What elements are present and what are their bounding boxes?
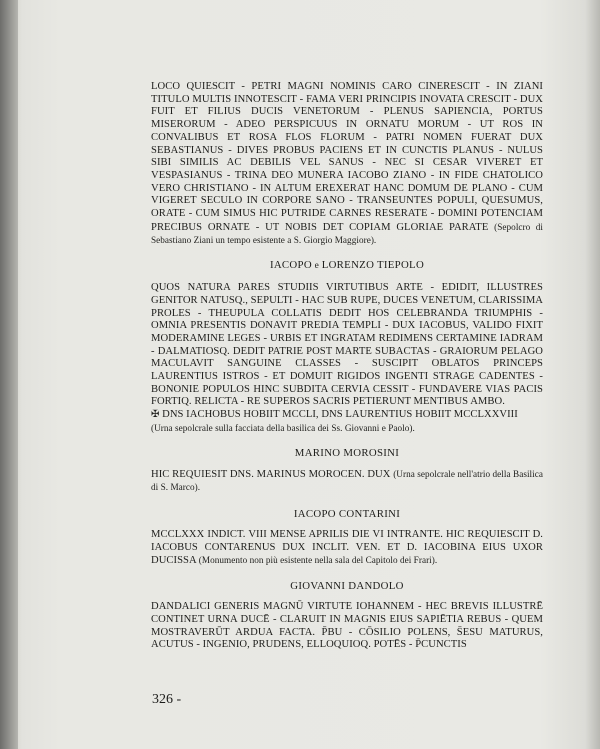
section-heading-dandolo: GIOVANNI DANDOLO: [290, 580, 404, 593]
book-gutter: [0, 0, 18, 749]
epitaph-note: (Urna sepolcrale nell'atrio della Basilica di S. Marco).: [151, 468, 544, 493]
epitaph-ziani: [151, 81, 543, 248]
epitaph-morosini: [151, 468, 543, 495]
cross-icon: ✠: [151, 409, 160, 421]
epitaph-note: (Sepolcro di Sebastiano Ziani un tempo esistente a S. Giorgio Maggiore).: [151, 221, 543, 246]
page-number: 326 -: [152, 692, 182, 707]
section-heading-morosini: MARINO MOROSINI: [294, 446, 400, 459]
epitaph-text: HIC REQUIESIT DNS. MARINUS MOROCEN. DUX: [151, 468, 391, 480]
epitaph-note: (Monumento non più esistente nella sala del Capitolo dei Frari).: [198, 555, 438, 566]
section-heading-contarini: IACOPO CONTARINI: [293, 507, 401, 520]
epitaph-dandolo: DANDALICI GENERIS MAGNŪ VIRTUTE IOHANNEM - HEC BREVIS ILLUSTRĒ CONTINET URNA DUCĒ - CLARUIT IN MAGNIS EIUS SAPIĒTIA REBUS - QUEM MOSTRAVERŪT ARDUA FACTA. P̄BU - CŌSILIO POLENS, S̄ESU MATURUS, ACUTUS - INGENIO, PRUDENS, ELLOQUIOQ. POTĒS - P̄CUNCTIS: [151, 601, 543, 651]
epitaph-note: (Urna sepolcrale sulla facciata della basilica dei Ss. Giovanni e Paolo).: [151, 422, 415, 433]
epitaph-text: LOCO QUIESCIT - PETRI MAGNI NOMINIS CARO CINERESCIT - IN ZIANI TITULO MULTIS INNOTESCIT - FAMA VERI PRINCIPIS INOVATA CRESCIT - DUX FUIT ET FILIUS DUCIS VENETORUM - PLENUS SAPIENCIA, PORTUS MISERORUM - ADEO PERSPICUUS IN ORNATU MORUM - UT ROS IN CONVALIBUS ET ROSA FLOS FLORUM - PATRI NOMEN FUERAT DUX SEBASTIANUS - DIVES PROBUS PACIENS ET IN CUNCTIS PLANUS - NULUS SIBI SIMILIS AC DEBILIS VEL SANUS - NEC SI CESAR VIVERET ET VESPASIANUS - TRINA DEO MUNERA IACOBO ZIANO - IN FIDE CHATOLICO VERO CHRISTIANO - IN ALTUM EREXERAT HANC DOMUM DE PLANO - CUM VIGERET SECULO IN CORPORE SANO - TRANSEUNTES POPULI, QUESUMUS, ORATE - CUM SIMUS HIC PUTRIDE CARNES RESERATE - DOMINI POTENCIAM PRECIBUS ORNATE - UT NOBIS DET COPIAM GLORIAE PARATE: [151, 81, 543, 233]
epitaph-text: MCCLXXX INDICT. VIII MENSE APRILIS DIE VI INTRANTE. HIC REQUIESCIT D. IACOBUS CONTARENUS DUX INCLIT. VEN. ET D. IACOBINA EIUS UXOR DUCISSA: [151, 528, 543, 567]
page-text-block: [151, 81, 543, 652]
obit-text: DNS IACHOBUS HOBIIT MCCLI, DNS LAURENTIUS HOBIIT MCCLXXVIII: [162, 409, 518, 421]
epitaph-tiepolo: QUOS NATURA PARES STUDIIS VIRTUTIBUS ARTE - EDIDIT, ILLUSTRES GENITOR NATUSQ., SEPULTI - HAC SUB RUPE, DUCES VENETUM, CLARISSIMA PROLES - THEUPULA COLLATIS DEDIT HOS CELEBRANDA TRIUMPHIS - OMNIA PRESENTIS DONAVIT PREDIA TEMPLI - DUX IACOBUS, VALIDO FIXIT MODERAMINE LEGES - URBIS ET INGRATAM REDIMENS CERTAMINE IADRAM - DALMATIOSQ. DEDIT PATRIE POST MARTE SUBACTAS - GRAIORUM PELAGO MACULAVIT SANGUINE CLASSES - SUSCIPIT OBLATOS PRINCEPS LAURENTIUS ISTROS - ET DOMUIT RIGIDOS INGENTI STRAGE CADENTES - BONONIE POPULOS HINC SUBDITA CERVIA CESSIT - FUNDAVERE VIAS PACIS FORTIQ. RELICTA - RE SUPEROS SACRIS PETIERUNT MENTIBUS AMBO.: [151, 282, 543, 408]
epitaph-contarini: [151, 529, 543, 568]
section-heading-tiepolo: IACOPO e LORENZO TIEPOLO: [269, 259, 425, 272]
epitaph-tiepolo-obit: [151, 409, 543, 435]
